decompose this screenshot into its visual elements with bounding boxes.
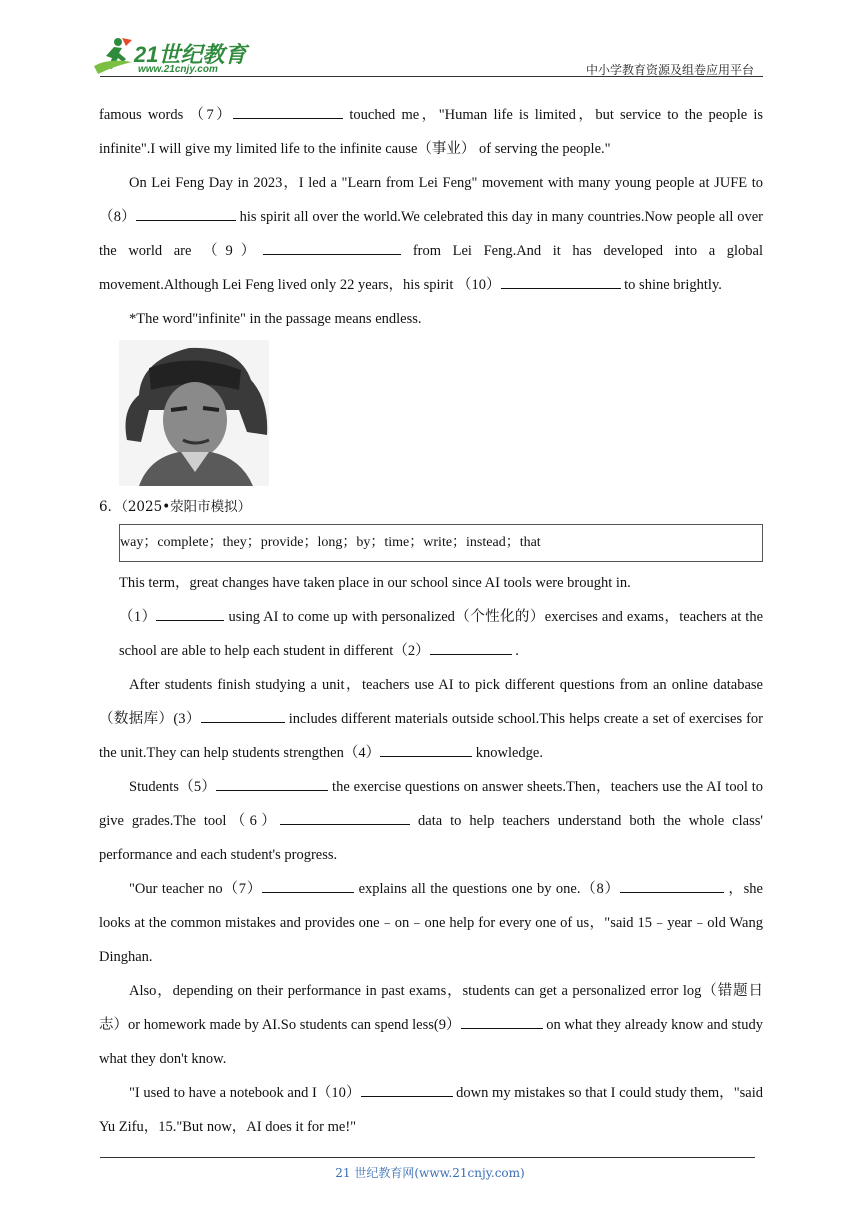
- text-segment: .: [511, 643, 519, 659]
- text-segment: using AI to come up with personalized（个性化的）exercises and exams，teachers at the school are able to help each student in different（2）: [119, 609, 764, 659]
- document-body: [99, 98, 763, 1144]
- text-segment: touched me，"Human life is limited，but service to the people is infinite".I will give my limited life to the infinite cause（事业） of serving the people.": [99, 107, 763, 157]
- text-segment: includes different materials outside school.This helps create a set of exercises for the unit.They can help students strengthen（4）: [99, 711, 764, 761]
- text-segment: explains all the questions one by one.（8）: [354, 881, 620, 897]
- question-6-number: 6．（2025•荥阳市模拟）: [99, 499, 252, 515]
- text-segment: "Our teacher no（7）: [129, 881, 263, 897]
- text-segment: On Lei Feng Day in 2023，I led a "Learn from Lei Feng" movement with many young people at JUFE to （8）: [99, 175, 763, 225]
- q6-paragraph-6: [99, 974, 763, 1076]
- footer-divider: [100, 1157, 755, 1158]
- text-segment: （1）: [119, 609, 157, 625]
- answer-blank-5[interactable]: [216, 776, 328, 791]
- passage5-paragraph-1: [99, 98, 763, 166]
- logo-url: www.21cnjy.com: [138, 64, 218, 75]
- answer-blank-7[interactable]: [233, 104, 343, 119]
- q6-paragraph-5: [99, 872, 763, 974]
- q6-paragraph-3: [99, 668, 763, 770]
- text-segment: data to help teachers understand both the whole class' performance and each student's progress.: [99, 813, 763, 863]
- passage5-paragraph-2: [99, 166, 763, 302]
- text-segment: Students（5）: [129, 779, 217, 795]
- logo-text: 21世纪教育: [134, 42, 247, 67]
- definition-note: *The word"infinite" in the passage means endless.: [129, 311, 422, 327]
- answer-blank-6[interactable]: [280, 810, 410, 825]
- answer-blank-8[interactable]: [136, 206, 236, 221]
- portrait-image: [119, 340, 269, 486]
- text-segment: his spirit all over the world.We celebrated this day in many countries.Now people all over the world are （9）: [99, 209, 764, 259]
- platform-title: 中小学教育资源及组卷应用平台: [585, 63, 754, 77]
- text-segment: the exercise questions on answer sheets.Then，teachers use the AI tool to give grades.The tool（6）: [99, 779, 764, 829]
- runner-logo-icon: [92, 36, 136, 76]
- text-segment: Also，depending on their performance in past exams，students can get a personalized error log（错题日志）or homework made by AI.So students can spend less(9）: [99, 983, 763, 1033]
- text-segment: to shine brightly.: [620, 277, 722, 293]
- text-segment: After students finish studying a unit，teachers use AI to pick different questions from an online database（数据库）(3）: [99, 677, 763, 727]
- text-segment: from Lei Feng.And it has developed into a global movement.Although Lei Feng lived only 22 years，his spirit （10）: [99, 243, 763, 293]
- answer-blank-3[interactable]: [201, 708, 285, 723]
- answer-blank-10[interactable]: [361, 1082, 453, 1097]
- answer-blank-4[interactable]: [380, 742, 472, 757]
- answer-blank-1[interactable]: [156, 606, 224, 621]
- answer-blank-9[interactable]: [461, 1014, 543, 1029]
- page-header: [0, 0, 860, 90]
- text-segment: knowledge.: [472, 745, 543, 761]
- word-bank-box: way；complete；they；provide；long；by；time；write；instead；that: [119, 524, 763, 562]
- answer-blank-10[interactable]: [501, 274, 621, 289]
- footer-link[interactable]: 21 世纪教育网(www.21cnjy.com): [335, 1166, 525, 1180]
- logo: [92, 36, 262, 80]
- text-segment: ，she looks at the common mistakes and provides one﹣on﹣one help for every one of us，"said 15﹣year﹣old Wang Dinghan.: [99, 881, 763, 965]
- q6-paragraph-7: [99, 1076, 763, 1144]
- text-segment: down my mistakes so that I could study them，"said Yu Zifu，15."But now，AI does it for me!": [99, 1085, 763, 1135]
- q6-paragraph-1: This term，great changes have taken place in our school since AI tools were brought in.: [119, 575, 631, 591]
- answer-blank-9[interactable]: [263, 240, 401, 255]
- text-segment: "I used to have a notebook and I（10）: [129, 1085, 361, 1101]
- answer-blank-7[interactable]: [262, 878, 354, 893]
- question-6-passage: [119, 566, 763, 668]
- text-segment: on what they already know and study what they don't know.: [99, 1017, 763, 1067]
- lei-feng-portrait: [119, 340, 269, 486]
- header-divider: [100, 76, 763, 77]
- q6-paragraph-2: [119, 600, 763, 668]
- answer-blank-2[interactable]: [430, 640, 512, 655]
- answer-blank-8[interactable]: [620, 878, 724, 893]
- text-segment: famous words （7）: [99, 107, 234, 123]
- q6-paragraph-4: [99, 770, 763, 872]
